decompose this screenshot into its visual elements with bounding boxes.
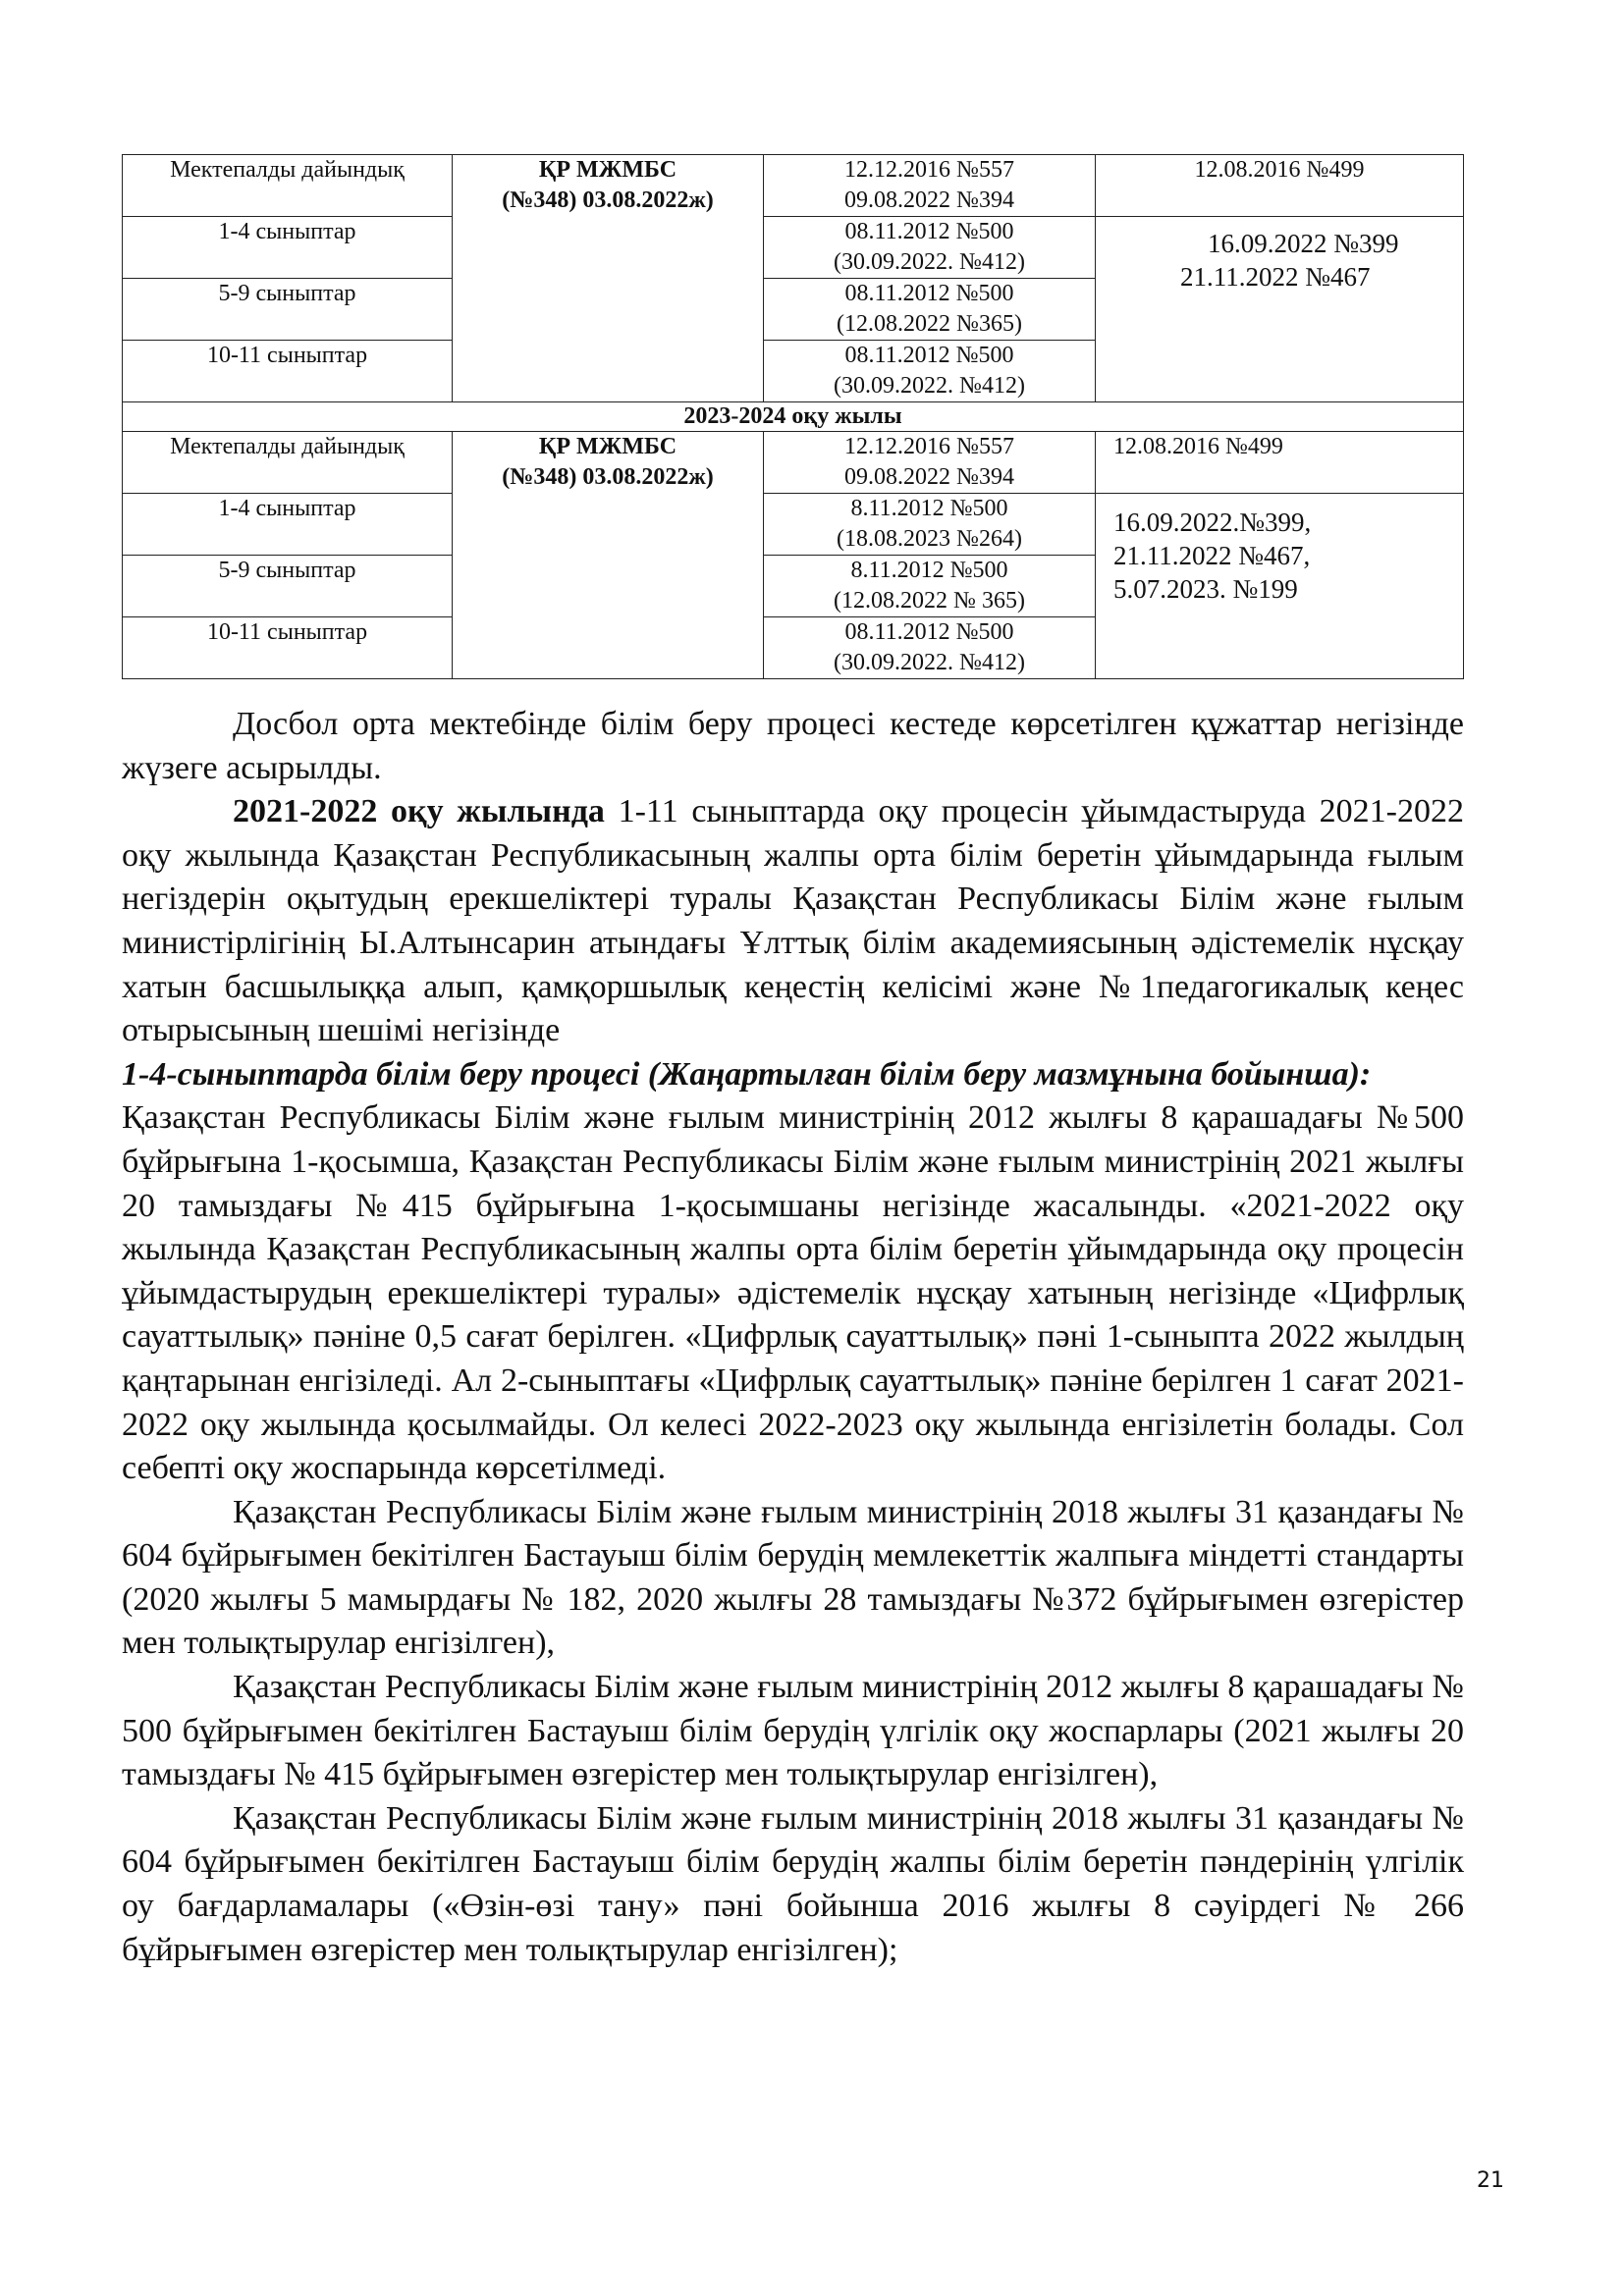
body-text — [122, 703, 1464, 1972]
paragraph: Досбол орта мектебінде білім беру процесі кестеде көрсетілген құжаттар негізінде жүзеге асырылды. — [122, 706, 1464, 786]
regulation-table — [122, 154, 1464, 679]
standard-cell: ҚР МЖМБС (№348) 03.08.2022ж) — [453, 432, 764, 679]
year-header: 2023-2024 оқу жылы — [123, 402, 1464, 432]
level-cell: Мектепалды дайындық — [123, 155, 453, 217]
level-cell: 10-11 сыныптар — [123, 341, 453, 402]
order-cell: 16.09.2022.№399, 21.11.2022 №467, 5.07.2023. №199 — [1096, 494, 1464, 679]
paragraph: Қазақстан Республикасы Білім және ғылым министрінің 2018 жылғы 31 қазандағы № 604 бұйрығымен бекітілген Бастауыш білім берудің жалпы білім беретін пәндерінің үлгілік оу бағдарламалары («Өзін-өзі тану» пәні бойынша 2016 жылғы 8 сәуірдегі № 266 бұйрығымен өзгерістер мен толықтырулар енгізілген); — [122, 1799, 1464, 1968]
level-cell: Мектепалды дайындық — [123, 432, 453, 494]
table-row — [123, 155, 1464, 217]
order-cell: 08.11.2012 №500 (30.09.2022. №412) — [764, 217, 1096, 279]
order-cell: 16.09.2022 №399 21.11.2022 №467 — [1096, 217, 1464, 402]
order-cell: 8.11.2012 №500 (18.08.2023 №264) — [764, 494, 1096, 556]
standard-cell: ҚР МЖМБС (№348) 03.08.2022ж) — [453, 155, 764, 402]
order-cell: 12.08.2016 №499 — [1096, 432, 1464, 494]
level-cell: 10-11 сыныптар — [123, 617, 453, 679]
level-cell: 1-4 сыныптар — [123, 494, 453, 556]
order-cell: 08.11.2012 №500 (30.09.2022. №412) — [764, 341, 1096, 402]
order-cell: 08.11.2012 №500 (12.08.2022 №365) — [764, 279, 1096, 341]
table-row — [123, 402, 1464, 432]
level-cell: 1-4 сыныптар — [123, 217, 453, 279]
paragraph: Қазақстан Республикасы Білім және ғылым министрінің 2018 жылғы 31 қазандағы № 604 бұйрығымен бекітілген Бастауыш білім берудің мемлекеттік жалпыға міндетті стандарты (2020 жылғы 5 мамырдағы № 182, 2020 жылғы 28 тамыздағы №372 бұйрығымен өзгерістер мен толықтырулар енгізілген), — [122, 1493, 1464, 1662]
table-row — [123, 494, 1464, 556]
order-cell: 8.11.2012 №500 (12.08.2022 № 365) — [764, 556, 1096, 617]
section-heading: 1-4-сыныптарда білім беру процесі (Жаңартылған білім беру мазмұнына бойынша): — [122, 1055, 1372, 1093]
table-row — [123, 432, 1464, 494]
order-cell: 08.11.2012 №500 (30.09.2022. №412) — [764, 617, 1096, 679]
paragraph: Қазақстан Республикасы Білім және ғылым министрінің 2012 жылғы 8 қарашадағы № 500 бұйрығымен бекітілген Бастауыш білім берудің үлгілік оқу жоспарлары (2021 жылғы 20 тамыздағы № 415 бұйрығымен өзгерістер мен толықтырулар енгізілген), — [122, 1669, 1464, 1793]
paragraph: 2021-2022 оқу жылында 1-11 сыныптарда оқу процесін ұйымдастыруда 2021-2022 оқу жылында Қазақстан Республикасының жалпы орта білім беретін ұйымдарында ғылым негіздерін оқытудың ерекшеліктері туралы Қазақстан Республикасы Білім және ғылым министірлігінің Ы.Алтынсарин атындағы Ұлттық білім академиясының әдістемелік нұсқау хатын басшылыққа алып, қамқоршылық кеңестің келісімі және №1педагогикалық кеңес отырысының шешімі негізінде — [122, 793, 1464, 1049]
table-row — [123, 217, 1464, 279]
paragraph: Қазақстан Республикасы Білім және ғылым министрінің 2012 жылғы 8 қарашадағы №500 бұйрығына 1-қосымша, Қазақстан Республикасы Білім және ғылым министрінің 2021 жылғы 20 тамыздағы №415 бұйрығына 1-қосымшаны негізінде жасалынды. «2021-2022 оқу жылында Қазақстан Республикасының жалпы орта білім беретін ұйымдарында оқу процесін ұйымдастырудың ерекшеліктері туралы» әдістемелік нұсқау хатының негізінде «Цифрлық сауаттылық» пәніне 0,5 сағат берілген. «Цифрлық сауаттылық» пәні 1-сыныпта 2022 жылдың қаңтарынан енгізіледі. Ал 2-сыныптағы «Цифрлық сауаттылық» пәніне берілген 1 сағат 2021-2022 оқу жылында қосылмайды. Ол келесі 2022-2023 оқу жылында енгізілетін болады. Сол себепті оқу жоспарында көрсетілмеді. — [122, 1099, 1464, 1487]
order-cell: 12.08.2016 №499 — [1096, 155, 1464, 217]
order-cell: 12.12.2016 №557 09.08.2022 №394 — [764, 155, 1096, 217]
page-number: 21 — [1477, 2168, 1504, 2193]
order-cell: 12.12.2016 №557 09.08.2022 №394 — [764, 432, 1096, 494]
level-cell: 5-9 сыныптар — [123, 279, 453, 341]
level-cell: 5-9 сыныптар — [123, 556, 453, 617]
